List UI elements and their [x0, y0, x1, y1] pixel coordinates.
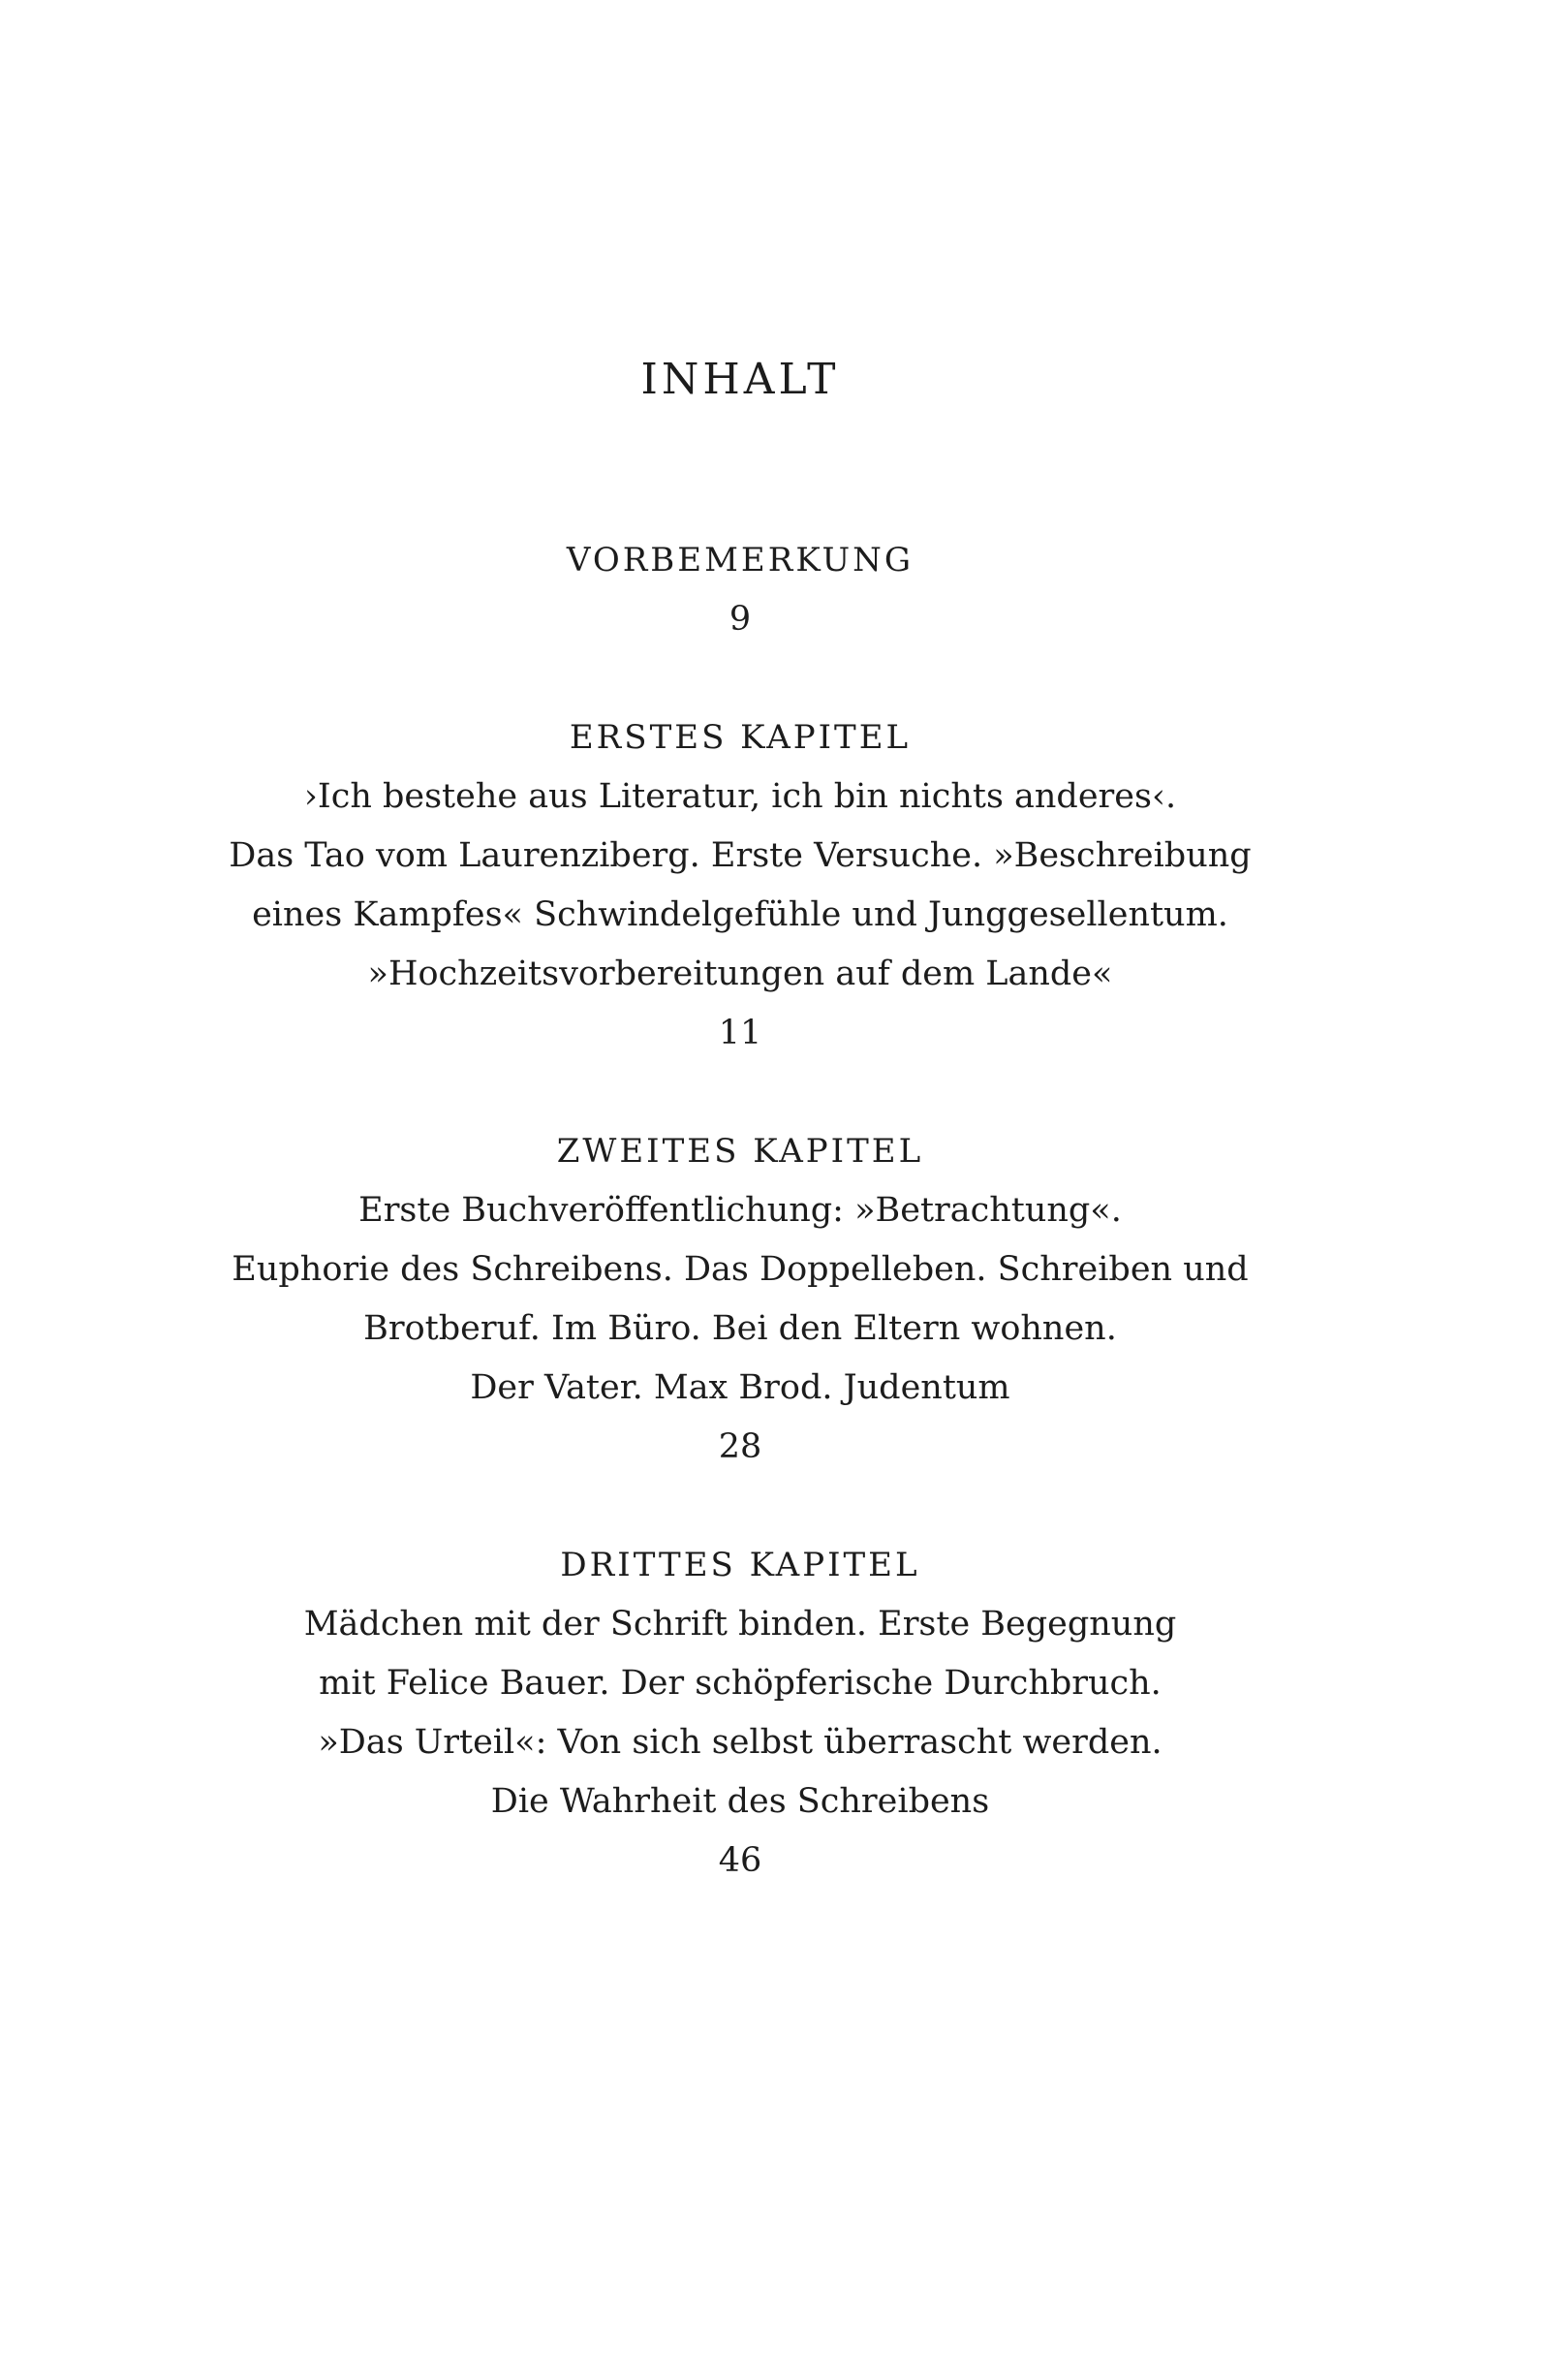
toc-entry-description-line: »Das Urteil«: Von sich selbst überrascht werden.	[318, 1723, 1162, 1762]
toc-entry-description-line: »Hochzeitsvorbereitungen auf dem Lande«	[367, 955, 1113, 993]
toc-entry-page-number: 11	[718, 1014, 762, 1052]
toc-entry-description-line: Erste Buchveröffentlichung: »Betrachtung«.	[358, 1191, 1122, 1230]
toc-entry-erstes-kapitel	[0, 708, 1480, 1063]
toc-entry-description-line: Brotberuf. Im Büro. Bei den Eltern wohnen.	[363, 1309, 1117, 1348]
toc-entry-page-number: 28	[718, 1427, 762, 1466]
page-title: INHALT	[640, 355, 840, 404]
toc-entry-description-line: Der Vater. Max Brod. Judentum	[470, 1368, 1010, 1407]
toc-entry-page-number: 9	[728, 600, 752, 639]
toc-entry-zweites-kapitel	[0, 1122, 1480, 1477]
toc-entry-heading: DRITTES KAPITEL	[560, 1546, 920, 1584]
toc-entry-description-line: Das Tao vom Laurenziberg. Erste Versuche. »Beschreibung	[229, 836, 1252, 875]
toc-entry-description-line: Mädchen mit der Schrift binden. Erste Begegnung	[303, 1605, 1177, 1644]
toc-entry-description-line: mit Felice Bauer. Der schöpferische Durchbruch.	[319, 1664, 1162, 1703]
toc-entry-vorbemerkung	[0, 531, 1480, 649]
toc-entry-page-number: 46	[718, 1841, 762, 1880]
toc-entry-description-line: ›Ich bestehe aus Literatur, ich bin nichts anderes‹.	[303, 777, 1177, 816]
toc-entry-description-line: Die Wahrheit des Schreibens	[490, 1782, 990, 1821]
toc-entry-heading: VORBEMERKUNG	[566, 541, 914, 579]
toc-entry-heading: ERSTES KAPITEL	[569, 718, 912, 757]
toc-entry-description-line: eines Kampfes« Schwindelgefühle und Junggesellentum.	[252, 895, 1228, 934]
toc-entry-drittes-kapitel	[0, 1536, 1480, 1891]
table-of-contents	[0, 531, 1480, 1891]
toc-entry-description-line: Euphorie des Schreibens. Das Doppelleben. Schreiben und	[232, 1250, 1249, 1289]
toc-entry-heading: ZWEITES KAPITEL	[556, 1132, 924, 1171]
